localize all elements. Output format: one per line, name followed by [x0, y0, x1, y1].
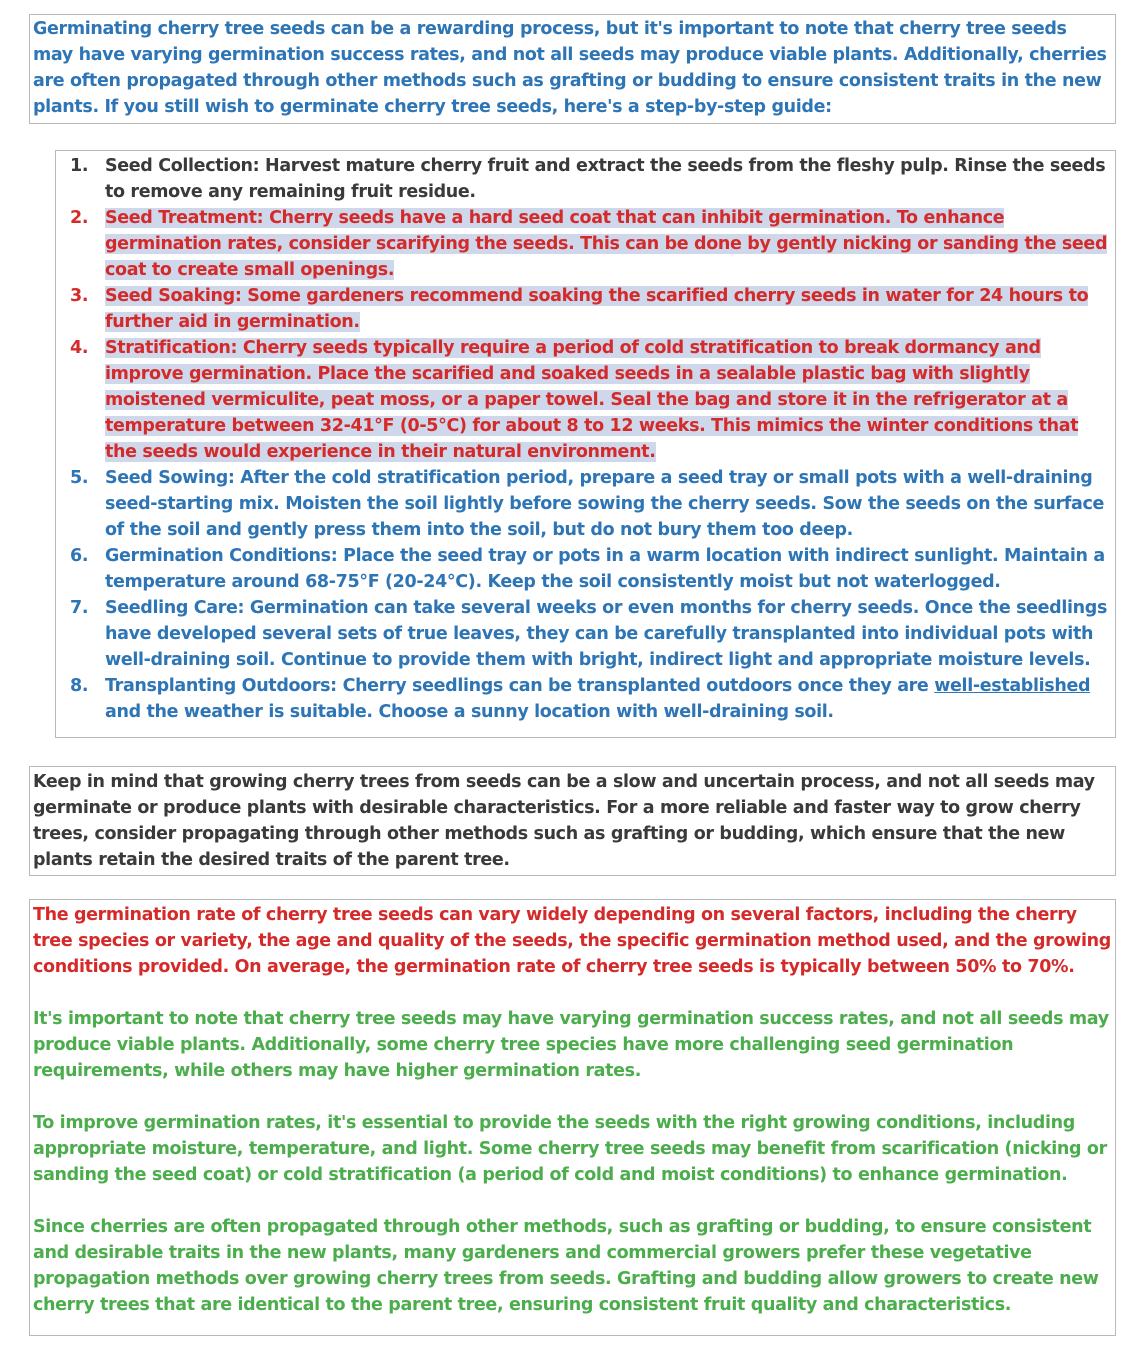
step-1 — [56, 153, 1115, 205]
step-5 — [56, 465, 1115, 543]
step-text: Seed Soaking: Some gardeners recommend soaking the scarified cherry seeds in water for 24 hours to further aid in germination. — [105, 286, 1089, 332]
germination-rate-box — [29, 899, 1116, 1336]
step-text: Seed Sowing: After the cold stratification period, prepare a seed tray or small pots with a well-draining seed-starting mix. Moisten the soil lightly before sowing the cherry seeds. Sow the seeds on the surface of the soil and gently press them into the soil, but do not bury them too deep. — [105, 468, 1105, 540]
step-2 — [56, 205, 1115, 283]
step-number: 6. — [70, 546, 89, 566]
step-7 — [56, 595, 1115, 673]
note-paragraph: Keep in mind that growing cherry trees from seeds can be a slow and uncertain process, and not all seeds may germinate or produce plants with desirable characteristics. For a more reliable and faster way to grow cherry trees, consider propagating through other methods such as grafting or budding, which ensure that the new plants retain the desired traits of the parent tree. — [33, 772, 1095, 870]
note-box — [29, 766, 1116, 876]
step-number: 5. — [70, 468, 89, 488]
paragraph-spacer — [33, 1188, 1112, 1214]
step-4 — [56, 335, 1115, 465]
step-text-after: and the weather is suitable. Choose a sunny location with well-draining soil. — [105, 702, 834, 722]
step-number: 7. — [70, 598, 89, 618]
rate-paragraph-2: It's important to note that cherry tree seeds may have varying germination success rates, and not all seeds may produce viable plants. Additionally, some cherry tree species have more challenging seed germination requirements, while others may have higher germination rates. — [33, 1009, 1109, 1081]
step-text-before: Transplanting Outdoors: Cherry seedlings can be transplanted outdoors once they are — [105, 676, 935, 696]
step-8 — [56, 673, 1115, 725]
step-number: 2. — [70, 208, 89, 228]
step-text: Germination Conditions: Place the seed tray or pots in a warm location with indirect sunlight. Maintain a temperature around 68-75°F (20-24°C). Keep the soil consistently moist but not waterlogged. — [105, 546, 1105, 592]
step-3 — [56, 283, 1115, 335]
step-text — [105, 673, 1115, 725]
intro-paragraph: Germinating cherry tree seeds can be a rewarding process, but it's important to note that cherry tree seeds may have varying germination success rates, and not all seeds may produce viable plants. Additionally, cherries are often propagated through other methods such as grafting or budding to ensure consistent traits in the new plants. If you still wish to germinate cherry tree seeds, here's a step-by-step guide: — [33, 19, 1107, 117]
rate-paragraph-4: Since cherries are often propagated through other methods, such as grafting or budding, to ensure consistent and desirable traits in the new plants, many gardeners and commercial growers prefer these vegetative propagation methods over growing cherry trees from seeds. Grafting and budding allow growers to create new cherry trees that are identical to the parent tree, ensuring consistent fruit quality and characteristics. — [33, 1217, 1099, 1315]
intro-box — [29, 14, 1116, 124]
well-established-link[interactable]: well-established — [934, 676, 1091, 696]
step-text: Seedling Care: Germination can take several weeks or even months for cherry seeds. Once the seedlings have developed several sets of true leaves, they can be carefully transplanted into individual pots with well-draining soil. Continue to provide them with bright, indirect light and appropriate moisture levels. — [105, 598, 1108, 670]
paragraph-spacer — [33, 980, 1112, 1006]
step-number: 3. — [70, 286, 89, 306]
step-text: Seed Treatment: Cherry seeds have a hard seed coat that can inhibit germination. To enhance germination rates, consider scarifying the seeds. This can be done by gently nicking or sanding the seed coat to create small openings. — [105, 208, 1108, 280]
step-number: 8. — [70, 676, 89, 696]
rate-paragraph-3: To improve germination rates, it's essential to provide the seeds with the right growing conditions, including appropriate moisture, temperature, and light. Some cherry tree seeds may benefit from scarification (nicking or sanding the seed coat) or cold stratification (a period of cold and moist conditions) to enhance germination. — [33, 1113, 1107, 1185]
step-text: Seed Collection: Harvest mature cherry fruit and extract the seeds from the fleshy pulp. Rinse the seeds to remove any remaining fruit residue. — [105, 156, 1106, 202]
step-6 — [56, 543, 1115, 595]
step-number: 1. — [70, 156, 89, 176]
rate-paragraph-1: The germination rate of cherry tree seeds can vary widely depending on several factors, including the cherry tree species or variety, the age and quality of the seeds, the specific germination method used, and the growing conditions provided. On average, the germination rate of cherry tree seeds is typically between 50% to 70%. — [33, 905, 1111, 977]
paragraph-spacer — [33, 1084, 1112, 1110]
step-text: Stratification: Cherry seeds typically require a period of cold stratification to break dormancy and improve germination. Place the scarified and soaked seeds in a sealable plastic bag with slightly moistened vermiculite, peat moss, or a paper towel. Seal the bag and store it in the refrigerator at a temperature between 32-41°F (0-5°C) for about 8 to 12 weeks. This mimics the winter conditions that the seeds would experience in their natural environment. — [105, 338, 1079, 462]
steps-list — [55, 150, 1116, 738]
step-number: 4. — [70, 338, 89, 358]
